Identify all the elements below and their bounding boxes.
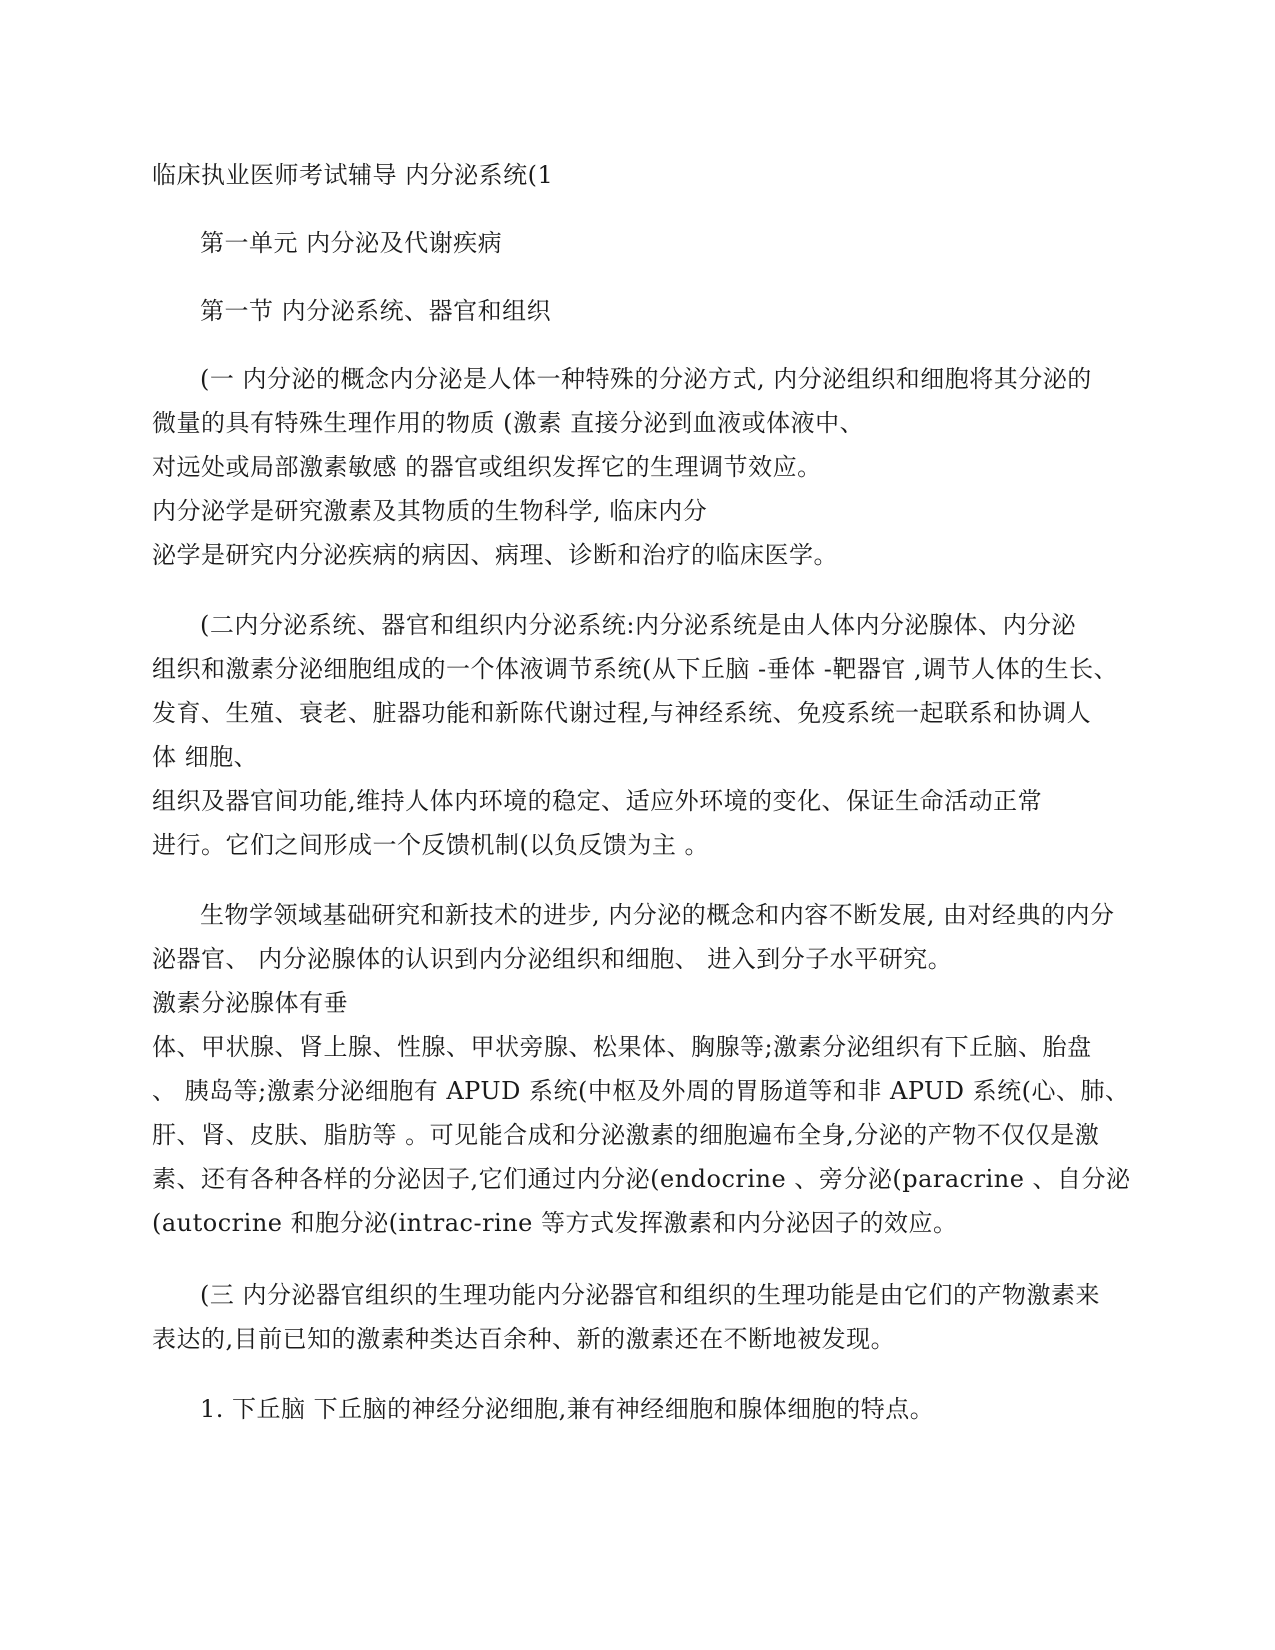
para3-line: 生物学领域基础研究和新技术的进步, 内分泌的概念和内容不断发展, 由对经典的内分 [200,901,1115,929]
para1-line: 微量的具有特殊生理作用的物质 (激素 直接分泌到血液或体液中、 [152,409,865,437]
para4-line: (三 内分泌器官组织的生理功能内分泌器官和组织的生理功能是由它们的产物激素来 [200,1281,1100,1309]
para3-line: 肝、肾、皮肤、脂肪等 。可见能合成和分泌激素的细胞遍布全身,分泌的产物不仅仅是激 [152,1121,1100,1149]
para2-line: 组织和激素分泌细胞组成的一个体液调节系统(从下丘脑 -垂体 -靶器官 ,调节人体的生长、 [152,655,1119,683]
para3-line: 激素分泌腺体有垂 [152,989,348,1017]
para3-line: (autocrine 和胞分泌(intrac-rine 等方式发挥激素和内分泌因子的效应。 [152,1209,958,1237]
para2-line: 发育、生殖、衰老、脏器功能和新陈代谢过程,与神经系统、免疫系统一起联系和协调人 [152,699,1092,727]
para3-line: 体、甲状腺、肾上腺、性腺、甲状旁腺、松果体、胸腺等;激素分泌组织有下丘脑、胎盘 [152,1033,1092,1061]
para3-line: 泌器官、 内分泌腺体的认识到内分泌组织和细胞、 进入到分子水平研究。 [152,945,953,973]
para5-line: 1. 下丘脑 下丘脑的神经分泌细胞,兼有神经细胞和腺体细胞的特点。 [200,1395,935,1423]
para4-line: 表达的,目前已知的激素种类达百余种、新的激素还在不断地被发现。 [152,1325,896,1353]
para2-line: 体 细胞、 [152,743,259,771]
para1-line: 泌学是研究内分泌疾病的病因、病理、诊断和治疗的临床医学。 [152,541,838,569]
para1-line: 对远处或局部激素敏感 的器官或组织发挥它的生理调节效应。 [152,453,822,481]
para2-line: (二内分泌系统、器官和组织内分泌系统:内分泌系统是由人体内分泌腺体、内分泌 [200,611,1076,639]
para2-line: 组织及器官间功能,维持人体内环境的稳定、适应外环境的变化、保证生命活动正常 [152,787,1043,815]
document-title: 临床执业医师考试辅导 内分泌系统(1 [152,161,554,189]
section-heading: 第一节 内分泌系统、器官和组织 [200,297,552,325]
para3-line: 、 胰岛等;激素分泌细胞有 APUD 系统(中枢及外周的胃肠道等和非 APUD 系统(心、肺、 [152,1077,1130,1105]
para1-line: (一 内分泌的概念内分泌是人体一种特殊的分泌方式, 内分泌组织和细胞将其分泌的 [200,365,1092,393]
para2-line: 进行。它们之间形成一个反馈机制(以负反馈为主 。 [152,831,709,859]
para3-line: 素、还有各种各样的分泌因子,它们通过内分泌(endocrine 、旁分泌(paracrine 、自分泌 [152,1165,1131,1193]
para1-line: 内分泌学是研究激素及其物质的生物科学, 临床内分 [152,497,708,525]
unit-heading: 第一单元 内分泌及代谢疾病 [200,229,503,257]
